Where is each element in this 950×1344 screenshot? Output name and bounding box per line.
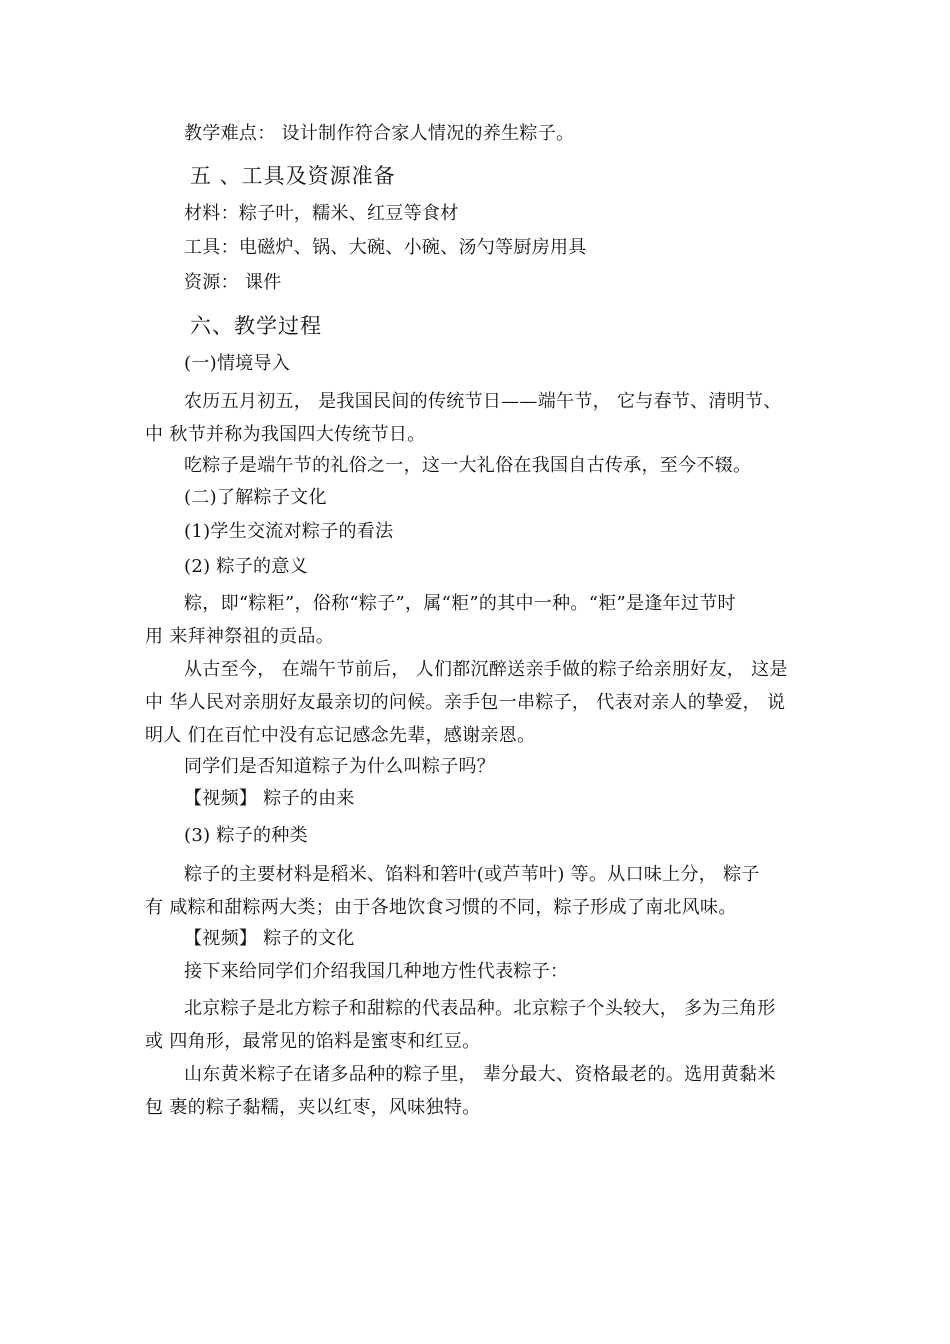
video-label-1: 【视频】 粽子的由来	[184, 788, 355, 809]
paragraph-9-line-2: 包 裹的粽子黏糯，夹以红枣，风味独特。	[145, 1097, 481, 1118]
teaching-difficulty-line: 教学难点： 设计制作符合家人情况的养生粽子。	[184, 123, 575, 144]
paragraph-4-line-3: 明人 们在百忙中没有忘记感念先辈，感谢亲恩。	[145, 725, 536, 746]
subsection-3: (3) 粽子的种类	[184, 825, 308, 846]
paragraph-3-line-1: 粽，即“粽粔”，俗称“粽子”，属“粔”的其中一种。“粔”是逢年过节时	[184, 593, 736, 614]
paragraph-8-line-1: 北京粽子是北方粽子和甜粽的代表品种。北京粽子个头较大， 多为三角形	[184, 998, 776, 1019]
section-5-heading: 五 、工具及资源准备	[190, 164, 396, 188]
subsection-2: (2) 粽子的意义	[184, 556, 308, 577]
subsection-1: (1)学生交流对粽子的看法	[184, 521, 394, 542]
paragraph-1-line-1: 农历五月初五， 是我国民间的传统节日——端午节， 它与春节、清明节、	[184, 391, 782, 412]
paragraph-6-line-1: 粽子的主要材料是稻米、馅料和箬叶(或芦苇叶) 等。从口味上分， 粽子	[184, 864, 760, 885]
paragraph-3-line-2: 用 来拜神祭祖的贡品。	[145, 626, 335, 647]
paragraph-9-line-1: 山东黄米粽子在诸多品种的粽子里， 辈分最大、资格最老的。选用黄黏米	[184, 1064, 776, 1085]
paragraph-4-line-2: 中 华人民对亲朋好友最亲切的问候。亲手包一串粽子， 代表对亲人的挚爱， 说	[145, 692, 786, 713]
paragraph-8-line-2: 或 四角形，最常见的馅料是蜜枣和红豆。	[145, 1031, 481, 1052]
paragraph-2-line-1: 吃粽子是端午节的礼俗之一，这一大礼俗在我国自古传承，至今不辍。	[184, 455, 752, 476]
part-1-title: (一)情境导入	[184, 353, 291, 374]
part-2-title: (二)了解粽子文化	[184, 487, 327, 508]
paragraph-6-line-2: 有 咸粽和甜粽两大类；由于各地饮食习惯的不同，粽子形成了南北风味。	[145, 897, 737, 918]
paragraph-4-line-1: 从古至今， 在端午节前后， 人们都沉醉送亲手做的粽子给亲朋好友， 这是	[184, 659, 788, 680]
paragraph-7-line-1: 接下来给同学们介绍我国几种地方性代表粽子：	[184, 961, 569, 982]
resources-line: 资源： 课件	[184, 272, 282, 293]
paragraph-1-line-2: 中 秋节并称为我国四大传统节日。	[145, 424, 426, 445]
video-label-2: 【视频】 粽子的文化	[184, 928, 355, 949]
section-6-heading: 六、教学过程	[190, 314, 322, 338]
tools-line: 工具：电磁炉、锅、大碗、小碗、汤勺等厨房用具	[184, 237, 587, 258]
paragraph-5-line-1: 同学们是否知道粽子为什么叫粽子吗？	[184, 756, 496, 777]
materials-line: 材料：粽子叶，糯米、红豆等食材	[184, 203, 459, 224]
